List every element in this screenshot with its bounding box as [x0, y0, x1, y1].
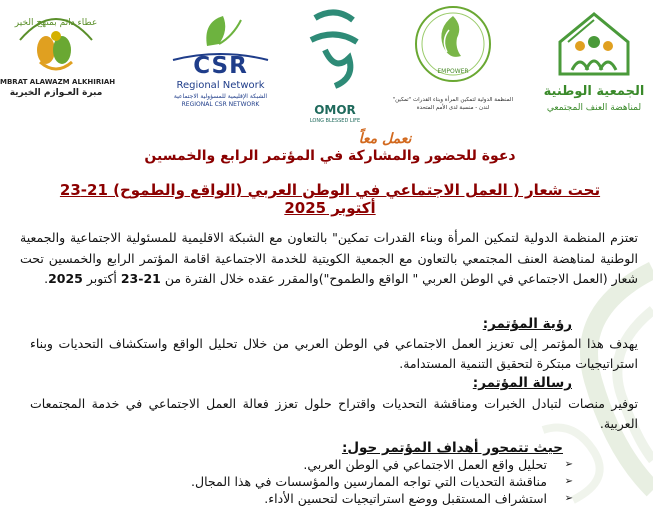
vision-title: رؤية المؤتمر:: [482, 316, 572, 332]
axis-item-text: مناقشة التحديات التي تواجه الممارسين والمؤسسات في هذا المجال.: [191, 474, 547, 489]
society-emblem-icon: [538, 0, 650, 80]
intro-paragraph: [20, 228, 638, 290]
intro-dates: 21-23: [120, 271, 161, 286]
axes-list: [53, 456, 573, 507]
intro-end: .: [44, 271, 49, 286]
list-item: [53, 490, 573, 507]
empower-logo: [393, 0, 513, 125]
omor-emblem-icon: [295, 0, 375, 90]
csr-logo: [163, 0, 278, 125]
bullet-arrow-icon: ➢: [564, 476, 573, 487]
csr-arabic: الشبكة الإقليمية للمسؤولية الاجتماعية: [173, 93, 268, 100]
mission-text: توفير منصات لتبادل الخبرات ومناقشة التحديات واقتراح حلول تعزز فعالة العمل الاجتماعي في خدمة المجتمعات العربية.: [30, 396, 638, 431]
bullet-arrow-icon: ➢: [564, 493, 573, 504]
csr-subtitle2: REGIONAL CSR NETWORK: [181, 101, 260, 108]
axis-item-text: تحليل واقع العمل الاجتماعي في الوطن العربي.: [303, 457, 547, 472]
intro-year: 2025: [48, 271, 83, 286]
empower-arabic1: المنظمة الدولية لتمكين المرأة وبناء القدرات "تمكين": [392, 97, 513, 103]
mission-title: رسالة المؤتمر:: [472, 375, 572, 391]
mbrat-alawazm-logo: [0, 0, 116, 125]
conference-theme: تحت شعار ( العمل الاجتماعي في الوطن العربي (الواقع والطموح) 21-23 أكتوبر 2025: [59, 181, 601, 217]
csr-subtitle: Regional Network: [176, 80, 265, 91]
omor-name: OMOR: [314, 103, 356, 117]
mbrat-name: MBRAT ALAWAZM ALKHIRIAH: [0, 78, 116, 86]
omor-logo: [295, 0, 375, 125]
list-item: [53, 456, 573, 473]
mbrat-arabic-name: مبرة العـوازم الخيرية: [9, 88, 103, 98]
empower-emblem-icon: [393, 0, 513, 92]
empower-arabic2: لندن - منسبة لدى الأمم المتحدة: [416, 105, 490, 111]
slogan: نعمل معاً: [358, 131, 412, 147]
empower-badge: EMPOWER: [437, 68, 469, 75]
vision-text: يهدف هذا المؤتمر إلى تعزيز العمل الاجتماعي في الوطن العربي من خلال تحليل الواقع واستكشاف التحديات وبناء استراتيجيات مبتكرة لتحقيق التنمية المستدامة.: [30, 336, 638, 371]
mbrat-emblem-icon: [0, 0, 112, 80]
omor-tagline: LONG BLESSED LIFE: [309, 118, 361, 124]
axes-title: حيث تتمحور أهداف المؤتمر حول:: [341, 440, 563, 456]
axis-item-text: استشراف المستقبل ووضع استراتيجيات لتحسين الأداء.: [264, 491, 547, 506]
invitation-heading: دعوة للحضور والمشاركة في المؤتمر الرابع والخمسين: [144, 148, 516, 164]
logos-row: [0, 0, 653, 125]
bullet-arrow-icon: ➢: [564, 459, 573, 470]
society-name-line1: الجمعية الوطنية: [543, 84, 645, 99]
intro-month: أكتوبر: [82, 271, 121, 286]
csr-letters: CSR: [193, 53, 248, 79]
national-society-logo: [538, 0, 650, 125]
society-name-line2: لمناهضة العنف المجتمعي: [546, 103, 642, 113]
intro-text: تعتزم المنظمة الدولية لتمكين المرأة وبناء القدرات تمكين" بالتعاون مع الشبكة الاقليمية للمسئولية الاجتماعية والجمعية الوطنية لمناهضة العنف المجتمعي بالتعاون مع الجمعية الكويتية للخدمة الاجتماعية اقامة المؤتمر الرابع والخمسين تحت شعار (العمل الاجتماعي في الوطن العربي " الواقع والطموح")والمقرر عقده خلال الفترة من: [20, 230, 638, 286]
mbrat-motto: عطاء دائم بمنهج الخير: [14, 18, 98, 28]
list-item: [53, 473, 573, 490]
